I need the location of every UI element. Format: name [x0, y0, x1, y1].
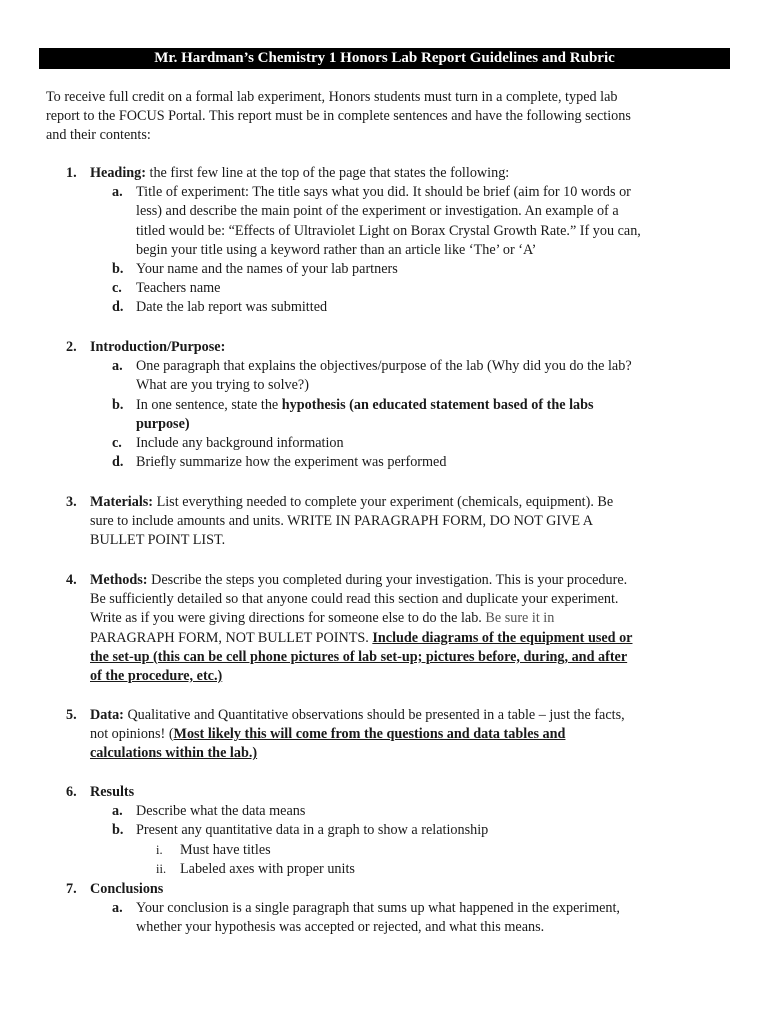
section-title: Data:	[90, 707, 124, 723]
section-results	[66, 783, 730, 879]
section-title: Methods:	[90, 572, 148, 588]
section-number: 5.	[66, 707, 77, 723]
section-number: 6.	[66, 784, 77, 800]
list-item: a. Describe what the data means	[112, 803, 306, 820]
section-title: Materials:	[90, 494, 154, 510]
section-title: Conclusions	[90, 881, 164, 897]
list-item: b. Your name and the names of your lab partners	[112, 261, 398, 278]
list-item: b. Present any quantitative data in a graph to show a relationship	[112, 822, 489, 839]
list-item: a. Your conclusion is a single paragraph that sums up what happened in the experiment, whether your hypothesis was accepted or rejected, and what this means.	[112, 900, 620, 936]
section-title: Introduction/Purpose:	[90, 339, 226, 355]
section-number: 2.	[66, 339, 77, 355]
intro-line: To receive full credit on a formal lab experiment, Honors students must turn in a complete, typed lab	[46, 89, 618, 105]
list-item: a. One paragraph that explains the objectives/purpose of the lab (Why did you do the lab? What are you trying to solve?)	[112, 358, 632, 394]
list-item: i. Must have titles	[156, 841, 271, 858]
section-introduction	[66, 338, 730, 472]
document-title: Mr. Hardman’s Chemistry 1 Honors Lab Report Guidelines and Rubric	[39, 48, 730, 69]
section-number: 7.	[66, 881, 77, 897]
list-item: c. Teachers name	[112, 280, 221, 297]
section-text: the first few line at the top of the page that states the following:	[145, 165, 510, 181]
list-item: d. Date the lab report was submitted	[112, 299, 328, 316]
section-methods: 4. Methods: Describe the steps you completed during your investigation. This is your procedure. Be sufficiently detailed so that anyone could read this section and duplicate your experiment. Write as if you were giving directions for someone else to do the lab. Be sure it in PARAGRAPH FORM, NOT BULLET POINTS. Include diagrams of the equipment used or the set-up (this can be cell phone pictures of lab set-up; pictures before, during, and after of the procedure, etc.)	[66, 572, 633, 685]
section-materials: 3. Materials: List everything needed to complete your experiment (chemicals, equipment). Be sure to include amounts and units. WRITE IN PARAGRAPH FORM, DO NOT GIVE A BULLET POINT LIST.	[66, 494, 614, 549]
intro-paragraph	[46, 88, 726, 146]
section-conclusions	[66, 880, 730, 938]
list-item: b. In one sentence, state the hypothesis (an educated statement based of the labs purpose)	[112, 396, 594, 432]
section-title: Heading:	[90, 165, 146, 181]
section-number: 4.	[66, 572, 77, 588]
section-number: 3.	[66, 494, 77, 510]
section-heading	[66, 164, 730, 318]
section-data: 5. Data: Qualitative and Quantitative observations should be presented in a table – just the facts, not opinions! (Most likely this will come from the questions and data tables and calculations within the lab.)	[66, 707, 625, 762]
list-item: ii. Labeled axes with proper units	[156, 860, 355, 877]
list-item: c. Include any background information	[112, 435, 344, 452]
list-item: a. Title of experiment: The title says what you did. It should be brief (aim for 10 words or less) and describe the main point of the experiment or investigation. An example of a titled would be: “Effects of Ultraviolet Light on Borax Crystal Growth Rate.” If you can, begin your title using a keyword rather than an article like ‘The’ or ‘A’	[112, 184, 641, 258]
section-number: 1.	[66, 165, 77, 181]
section-title: Results	[90, 784, 135, 800]
list-item: d. Briefly summarize how the experiment was performed	[112, 454, 447, 471]
intro-line: and their contents:	[46, 127, 151, 144]
intro-line: report to the FOCUS Portal. This report must be in complete sentences and have the following sections	[46, 108, 631, 125]
